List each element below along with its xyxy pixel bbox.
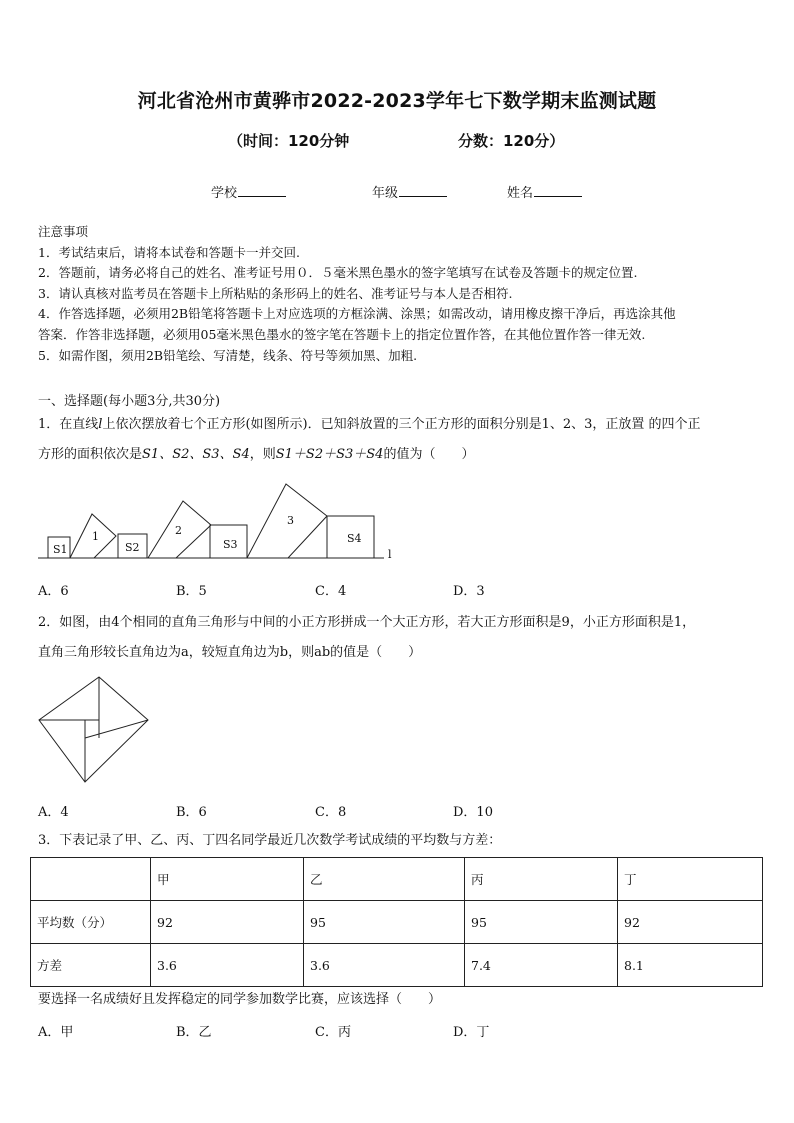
question-3-line-1: 3．下表记录了甲、乙、丙、丁四名同学最近几次数学考试成绩的平均数与方差： <box>38 833 502 848</box>
notes-item: 2．答题前，请务必将自己的姓名、准考证号用０．５毫米黑色墨水的签字笔填写在试卷及答题卡的规定位置. <box>38 265 638 281</box>
table-cell: 平均数（分） <box>31 901 151 944</box>
name-blank[interactable] <box>534 183 582 197</box>
notes-item: 答案．作答非选择题，必须用05毫米黑色墨水的签字笔在答题卡上的指定位置作答，在其他位置作答一律无效. <box>38 326 646 342</box>
label-l: l <box>388 548 392 561</box>
table-cell: 92 <box>618 901 763 944</box>
exam-time: （时间：120分钟 <box>228 132 350 150</box>
question-1-line-2 <box>38 440 763 470</box>
table-row <box>31 901 763 944</box>
q1-text: 1．在直线 <box>38 417 99 432</box>
table-cell: 8.1 <box>618 944 763 987</box>
notes-item: 3．请认真核对监考员在答题卡上所粘贴的条形码上的姓名、准考证号与本人是否相符. <box>38 285 513 301</box>
label-s3: S3 <box>223 538 238 551</box>
table-row <box>31 944 763 987</box>
q2-square-figure <box>36 674 152 786</box>
school-blank[interactable] <box>238 183 286 197</box>
notes-heading: 注意事项 <box>38 224 89 239</box>
table-header: 丁 <box>618 858 763 901</box>
option-a[interactable]: A．甲 <box>38 1025 74 1040</box>
option-c[interactable]: C．8 <box>315 805 347 820</box>
label-s2: S2 <box>125 541 140 554</box>
option-d[interactable]: D．丁 <box>453 1025 490 1040</box>
table-header-row <box>31 858 763 901</box>
q1-text: ，则 <box>249 447 276 462</box>
table-header: 乙 <box>304 858 465 901</box>
question-2-line-2: 直角三角形较长直角边为a，较短直角边为b，则ab的值是（ ） <box>38 645 422 660</box>
notes-item: 5．如需作图，须用2B铅笔绘、写清楚，线条、符号等须加黑、加粗. <box>38 347 418 363</box>
option-c[interactable]: C．4 <box>315 584 347 599</box>
page-title: 河北省沧州市黄骅市2022-2023学年七下数学期末监测试题 <box>137 90 657 112</box>
table-cell: 95 <box>304 901 465 944</box>
option-d[interactable]: D．10 <box>453 805 493 820</box>
table-cell: 方差 <box>31 944 151 987</box>
table-cell: 7.4 <box>465 944 618 987</box>
option-a[interactable]: A．6 <box>38 584 69 599</box>
table-header: 丙 <box>465 858 618 901</box>
label-s4: S4 <box>347 532 362 545</box>
q1-area-vars: S1、S2、S3、S4 <box>142 447 250 462</box>
q1-text: 上依次摆放着七个正方形(如图所示)．已知斜放置的三个正方形的面积分别是1、2、3，正放置 的四个正 <box>102 417 701 432</box>
table-cell: 95 <box>465 901 618 944</box>
name-label: 姓名 <box>507 186 534 201</box>
table-cell: 3.6 <box>151 944 304 987</box>
notes-block <box>38 222 758 366</box>
question-3-line-2: 要选择一名成绩好且发挥稳定的同学参加数学比赛，应该选择（ ） <box>38 992 442 1007</box>
q1-var-l: l <box>98 417 103 432</box>
label-1: 1 <box>92 530 99 543</box>
notes-item: 1．考试结束后，请将本试卷和答题卡一并交回. <box>38 244 300 260</box>
outer-square <box>39 677 148 782</box>
school-label: 学校 <box>211 186 238 201</box>
label-2: 2 <box>175 524 182 537</box>
name-field[interactable] <box>507 182 582 201</box>
label-3: 3 <box>287 514 294 527</box>
option-d[interactable]: D．3 <box>453 584 485 599</box>
q1-squares-figure <box>36 478 406 568</box>
section-heading: 一、选择题(每小题3分,共30分) <box>38 394 221 409</box>
label-s1: S1 <box>53 543 68 556</box>
q1-text: 的值为（ ） <box>383 447 475 462</box>
table-header: 甲 <box>151 858 304 901</box>
question-1-line-1 <box>38 410 763 440</box>
grade-blank[interactable] <box>399 183 447 197</box>
q1-area-sum: S1＋S2＋S3＋S4 <box>275 447 384 462</box>
exam-score: 分数：120分） <box>458 132 565 150</box>
notes-item: 4．作答选择题，必须用2B铅笔将答题卡上对应选项的方框涂满、涂黑；如需改动，请用橡皮擦干净后，再选涂其他 <box>38 306 676 322</box>
option-c[interactable]: C．丙 <box>315 1025 351 1040</box>
option-b[interactable]: B．6 <box>176 805 207 820</box>
table-cell <box>31 858 151 901</box>
table-cell: 3.6 <box>304 944 465 987</box>
option-b[interactable]: B．5 <box>176 584 207 599</box>
table-cell: 92 <box>151 901 304 944</box>
q1-text: 方形的面积依次是 <box>38 447 143 462</box>
option-a[interactable]: A．4 <box>38 805 69 820</box>
school-field[interactable] <box>211 182 286 201</box>
option-b[interactable]: B．乙 <box>176 1025 212 1040</box>
grade-field[interactable] <box>372 182 447 201</box>
grade-label: 年级 <box>372 186 399 201</box>
score-table <box>30 857 763 987</box>
question-2-line-1: 2．如图，由4个相同的直角三角形与中间的小正方形拼成一个大正方形，若大正方形面积是9，小正方形面积是1， <box>38 615 696 630</box>
